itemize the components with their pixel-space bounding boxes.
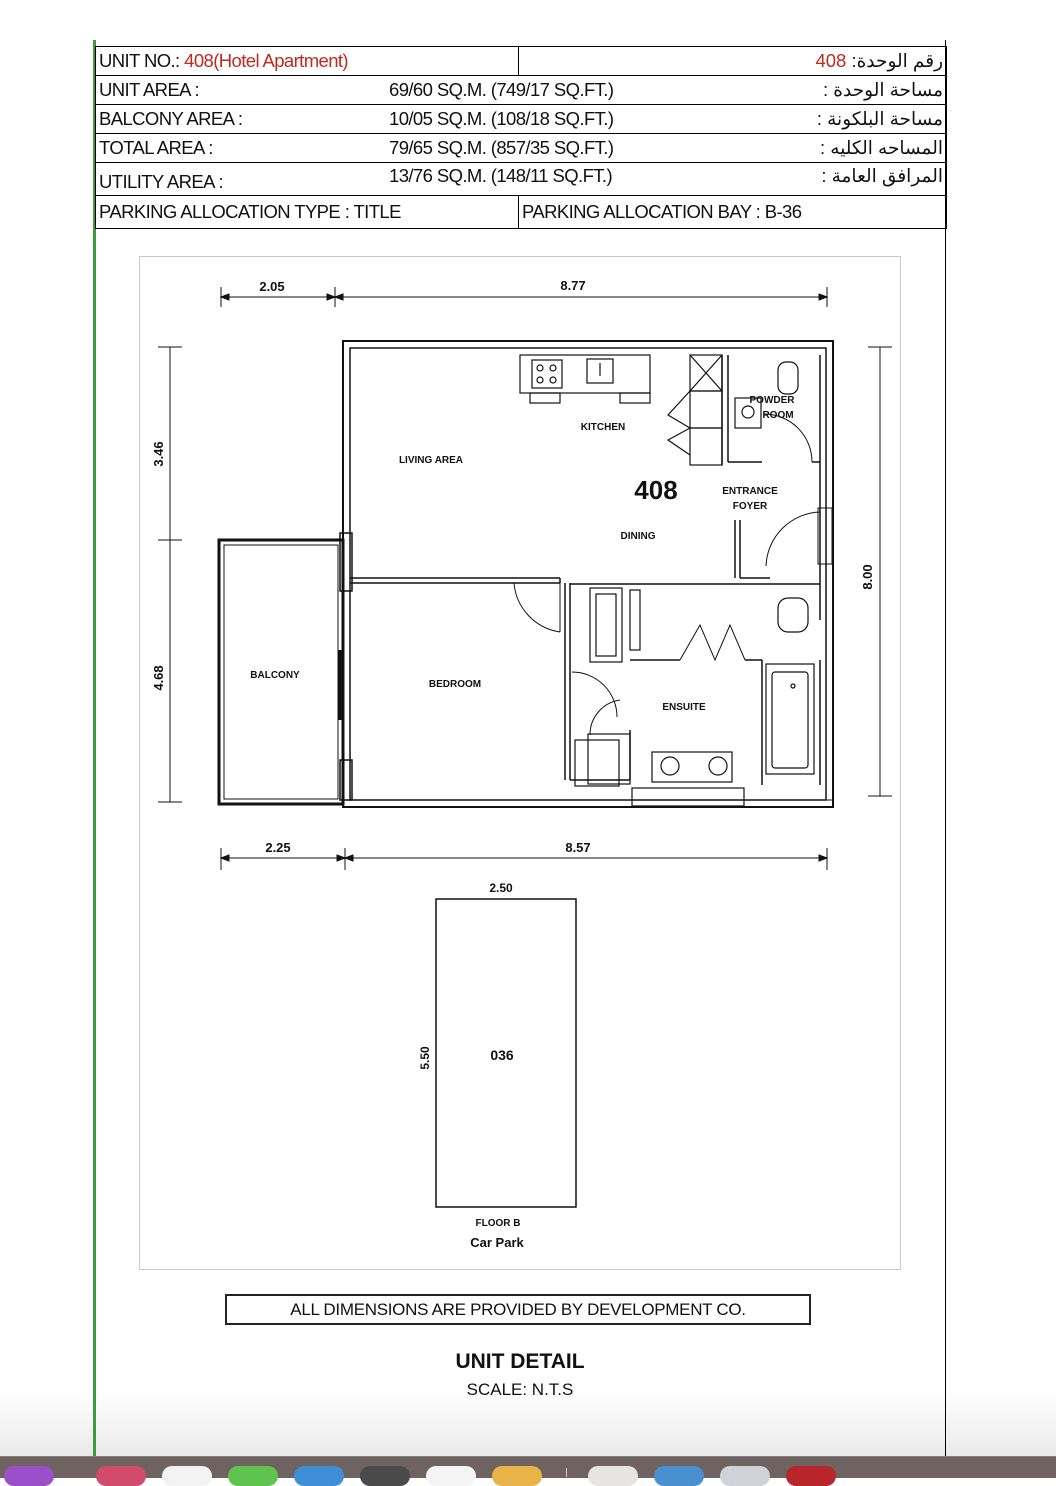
kitchen-fixtures [520,355,722,465]
powder-room-label-1: POWDER [749,395,795,406]
dining-label: DINING [620,531,656,542]
parking-bay-number: 036 [490,1047,514,1063]
interior-walls [350,355,820,785]
dock-app-icon[interactable] [294,1466,344,1486]
utility-area-label: UTILITY AREA : [99,171,223,192]
dimensions-note: ALL DIMENSIONS ARE PROVIDED BY DEVELOPMENT CO. [225,1294,811,1325]
parking-location: Car Park [470,1235,524,1250]
parking-length: 5.50 [418,1046,432,1070]
unit-no-ar-label: رقم الوحدة: [846,50,944,71]
dock-app-icon[interactable] [360,1466,410,1486]
doors [514,508,832,735]
balcony-area-label: BALCONY AREA : [99,108,243,129]
dim-top [221,287,827,307]
unit-area-label-ar: مساحة الوحدة : [823,79,944,100]
unit-area-value: 69/60 SQ.M. (749/17 SQ.FT.) [389,79,614,100]
total-area-label-ar: المساحه الكليه : [820,137,944,158]
utility-area-value: 13/76 SQ.M. (148/11 SQ.FT.) [389,165,613,186]
ensuite-label: ENSUITE [662,702,706,713]
balcony [219,533,352,804]
dim-left-upper: 3.46 [151,441,166,467]
dim-bottom [221,848,827,870]
total-area-label: TOTAL AREA : [99,137,213,158]
foyer-label-2: FOYER [732,501,768,512]
dock-app-icon[interactable] [228,1466,278,1486]
kitchen-label: KITCHEN [580,422,626,433]
dock-app-icon[interactable] [720,1466,770,1486]
dock-app-icon[interactable] [492,1466,542,1486]
dim-right-value: 8.00 [860,564,875,590]
unit-detail-title: UNIT DETAIL [455,1350,585,1373]
powder-room-label-2: ROOM [762,410,794,421]
unit-no-value: 408(Hotel Apartment) [184,50,348,71]
bedroom-fixtures [575,588,640,786]
dock-app-icon[interactable] [162,1466,212,1486]
living-area-label: LIVING AREA [398,455,464,466]
foyer-label-1: ENTRANCE [722,486,778,497]
balcony-area-label-ar: مساحة البلكونة : [816,108,944,129]
dim-left [158,347,182,802]
dim-bottom-right: 8.57 [565,840,591,855]
unit-no-label: UNIT NO.: [99,50,185,71]
utility-area-label-ar: المرافق العامة : [821,165,944,186]
dock-app-icon[interactable] [588,1466,638,1486]
parking-type: PARKING ALLOCATION TYPE : TITLE [96,196,519,229]
dim-left-lower: 4.68 [151,665,166,691]
dock-app-icon[interactable] [426,1466,476,1486]
dock-separator [566,1468,567,1477]
dim-top-right: 8.77 [560,278,586,293]
dim-top-left: 2.05 [259,279,285,294]
parking-bay: PARKING ALLOCATION BAY : B-36 [519,196,947,229]
parking-floor: FLOOR B [475,1218,521,1229]
balcony-label: BALCONY [250,670,300,681]
bedroom-label: BEDROOM [428,679,482,690]
dock-app-icon[interactable] [96,1466,146,1486]
unit-area-label: UNIT AREA : [99,79,199,100]
dock-app-icon[interactable] [786,1466,836,1486]
unit-no-ar-value: 408 [815,50,847,71]
scale-label: SCALE: N.T.S [466,1380,574,1399]
parking-width: 2.50 [489,881,513,895]
unit-number-label: 408 [634,475,678,505]
total-area-value: 79/65 SQ.M. (857/35 SQ.FT.) [389,137,614,158]
dock-app-icon[interactable] [4,1466,54,1486]
dim-bottom-left: 2.25 [265,840,291,855]
ensuite-fixtures [632,598,814,806]
balcony-area-value: 10/05 SQ.M. (108/18 SQ.FT.) [389,108,614,129]
dock-app-icon[interactable] [654,1466,704,1486]
